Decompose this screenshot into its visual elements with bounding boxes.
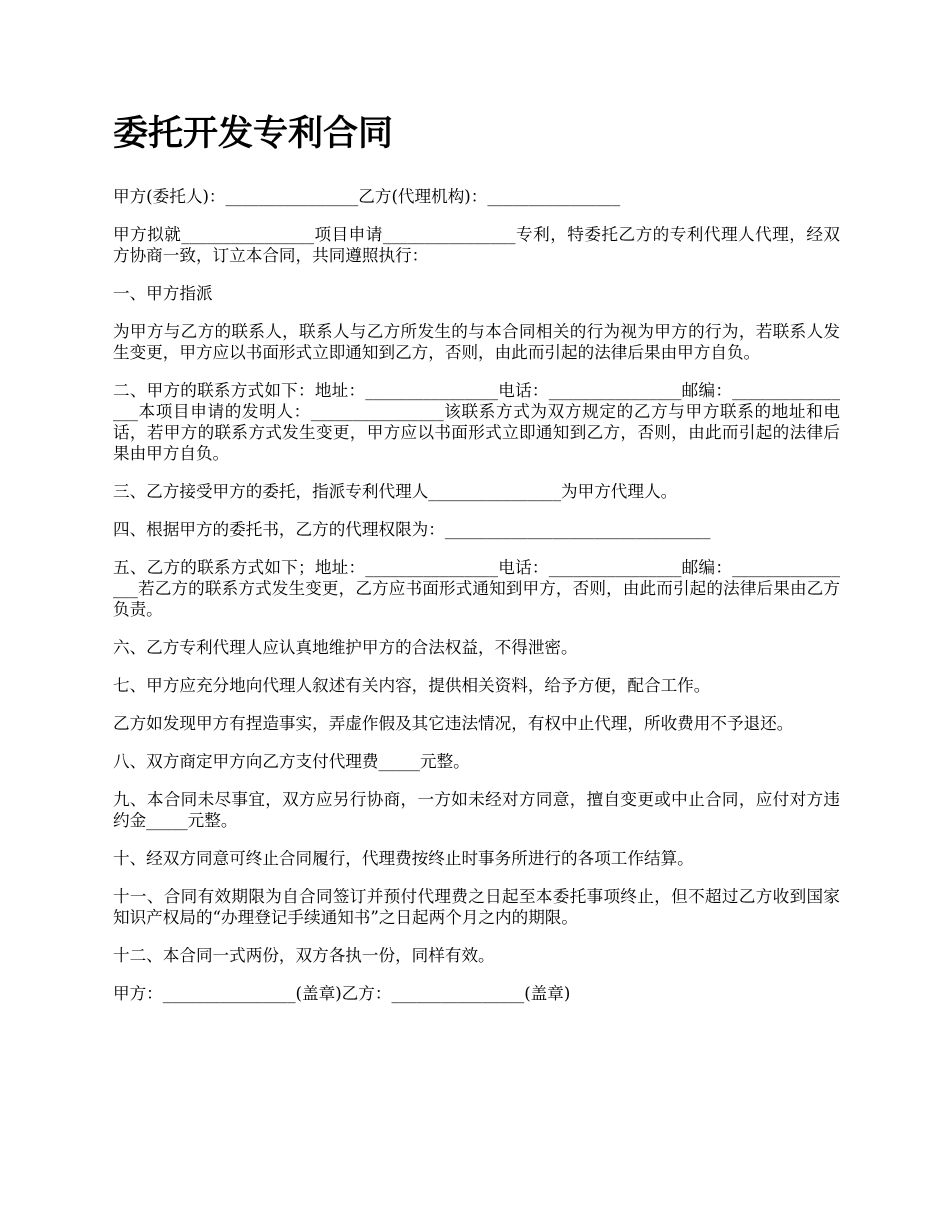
clause-1-body: 为甲方与乙方的联系人，联系人与乙方所发生的与本合同相关的行为视为甲方的行为，若联系人发生变更，甲方应以书面形式立即通知到乙方，否则，由此而引起的法律后果由甲方自负。 (113, 322, 840, 362)
clause-7: 七、甲方应充分地向代理人叙述有关内容，提供相关资料，给予方便，配合工作。 (113, 676, 711, 695)
clause-12: 十二、本合同一式两份，双方各执一份，同样有效。 (113, 946, 495, 965)
clause-7-note: 乙方如发现甲方有捏造事实，弄虚作假及其它违法情况，有权中止代理，所收费用不予退还。 (113, 714, 794, 733)
clause-1-heading: 一、甲方指派 (113, 284, 213, 303)
parties-line: 甲方(委托人)：________________乙方(代理机构)：________________ (113, 187, 621, 206)
clause-4: 四、根据甲方的委托书，乙方的代理权限为：________________________________ (113, 520, 711, 539)
document-title: 委托开发专利合同 (113, 114, 394, 154)
clause-2: 二、甲方的联系方式如下：地址：________________电话：________________邮编：________________本项目申请的发明人：________________该联系方式为双方规定的乙方与甲方联系的地址和电话，若甲方的联系方式发生变更，甲方应以书面形式立即通知到乙方，否则，由此而引起的法律后果由甲方自负。 (113, 381, 840, 463)
clause-11: 十一、合同有效期限为自合同签订并预付代理费之日起至本委托事项终止，但不超过乙方收到国家知识产权局的“办理登记手续通知书”之日起两个月之内的期限。 (113, 887, 840, 927)
clause-5: 五、乙方的联系方式如下；地址：________________电话：________________邮编：________________若乙方的联系方式发生变更，乙方应书面形式通知到甲方，否则，由此而引起的法律后果由乙方负责。 (113, 558, 840, 619)
clause-10: 十、经双方同意可终止合同履行，代理费按终止时事务所进行的各项工作结算。 (113, 849, 694, 868)
clause-6: 六、乙方专利代理人应认真地维护甲方的合法权益，不得泄密。 (113, 638, 578, 657)
clause-9: 九、本合同未尽事宜，双方应另行协商，一方如未经对方同意，擅自变更或中止合同，应付对方违约金_____元整。 (113, 790, 840, 830)
signature-line: 甲方：________________(盖章)乙方：________________(盖章) (113, 984, 571, 1003)
contract-page (113, 108, 840, 1021)
clause-3: 三、乙方接受甲方的委托，指派专利代理人________________为甲方代理人。 (113, 482, 678, 501)
clause-8: 八、双方商定甲方向乙方支付代理费_____元整。 (113, 752, 470, 771)
intro-paragraph: 甲方拟就________________项目申请________________专利，特委托乙方的专利代理人代理，经双方协商一致，订立本合同，共同遵照执行： (113, 225, 840, 265)
